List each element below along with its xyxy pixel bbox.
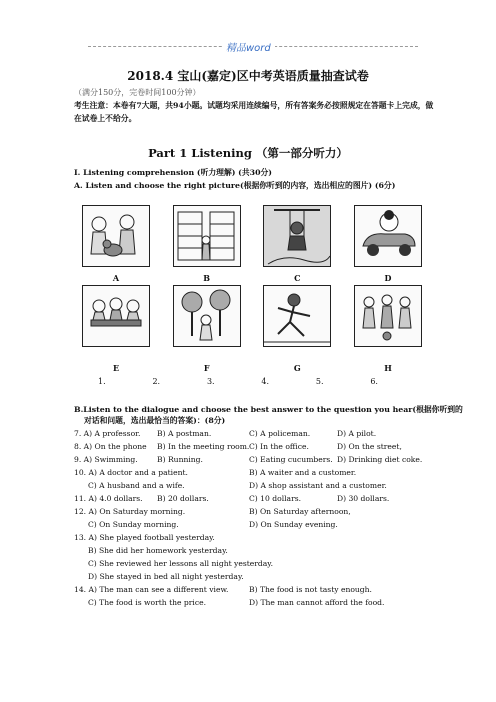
q9-option-d: D) Drinking diet coke. [337,455,423,464]
q14-option-a: 14. A) The man can see a different view. [74,585,229,594]
picture-g-running [263,285,331,347]
q7-option-c: C) A policeman. [249,429,311,438]
q7-option-a: 7. A) A professor. [74,429,141,438]
q14-option-b: B) The food is not tasty enough. [249,585,372,594]
q10-option-c: C) A husband and a wife. [88,481,185,490]
picture-row-1 [82,205,422,267]
answer-number-6: 6. [370,377,378,386]
q11-option-d: D) 30 dollars. [337,494,390,503]
q10-option-a: 10. A) A doctor and a patient. [74,468,188,477]
answer-number-3: 3. [206,377,215,386]
q14-option-c: C) The food is worth the price. [88,598,207,607]
q12-option-b: B) On Saturday afternoon, [249,507,351,516]
q8-option-b: B) In the meeting room. [157,442,250,451]
picture-h-group-of-people [354,285,422,347]
picture-row-2 [82,285,422,347]
q11-option-c: C) 10 dollars. [249,494,302,503]
q10-option-b: B) A waiter and a customer. [249,468,357,477]
picture-label-e: E [112,363,120,373]
picture-label-c: C [294,273,301,283]
q12-option-a: 12. A) On Saturday morning. [74,507,186,516]
answer-number-2: 2. [152,377,161,386]
answer-numbers [98,377,378,386]
q12-option-d: D) On Sunday evening. [249,520,338,529]
q7-option-d: D) A pilot. [337,429,377,438]
q9-option-b: B) Running. [157,455,203,464]
q10-option-d: D) A shop assistant and a customer. [249,481,387,490]
picture-d-girl-in-car [354,205,422,267]
page-title: 2018.4 宝山(嘉定)区中考英语质量抽查试卷 [127,69,369,83]
q8-option-d: D) On the street, [337,442,402,451]
picture-e-family-at-table [82,285,150,347]
q7-option-b: B) A postman. [157,429,212,438]
q9-option-a: 9. A) Swimming. [74,455,138,464]
picture-b-shop-shelves [173,205,241,267]
picture-a-children-with-dog [82,205,150,267]
answer-number-1: 1. [98,377,106,386]
q11-option-a: 11. A) 4.0 dollars. [74,494,143,503]
picture-f-tree-planting [173,285,241,347]
picture-labels-row-1 [82,273,422,283]
picture-labels-row-2 [82,363,422,373]
picture-label-b: B [203,273,211,283]
q13-option-d: D) She stayed in bed all night yesterday. [88,572,244,581]
section-b-heading: B.Listen to the dialogue and choose the best answer to the question you hear(根据你听到的 [74,405,463,414]
picture-c-swing [263,205,331,267]
header-brand: 精品word [222,39,275,54]
picture-label-d: D [384,273,392,283]
q13-option-a: 13. A) She played football yesterday. [74,533,215,542]
q11-option-b: B) 20 dollars. [157,494,209,503]
section-b-heading-cont: 对话和问题，选出最恰当的答案)：(8分) [84,416,226,425]
q13-option-b: B) She did her homework yesterday. [88,546,228,555]
part-heading: Part 1 Listening （第一部分听力） [148,146,348,160]
section-i-heading: I. Listening comprehension (听力理解) (共30分) [74,168,272,177]
picture-label-f: F [203,363,210,373]
answer-number-4: 4. [261,377,270,386]
exam-notice: 考生注意：本卷有7大题，共94小题。试题均采用连续编号，所有答案务必按照规定在答题卡上完成，做在试卷上不给分。 [74,101,434,123]
q13-option-c: C) She reviewed her lessons all night yesterday. [88,559,273,568]
q8-option-c: C) In the office. [249,442,309,451]
score-note: （满分150分，完卷时间100分钟） [74,88,201,97]
q12-option-c: C) On Sunday morning. [88,520,179,529]
picture-label-g: G [293,363,301,373]
q14-option-d: D) The man cannot afford the food. [249,598,385,607]
picture-label-h: H [384,363,392,373]
picture-label-a: A [112,273,120,283]
section-a-heading: A. Listen and choose the right picture(根据你听到的内容，选出相应的图片) (6分) [74,181,396,190]
answer-number-5: 5. [315,377,324,386]
q9-option-c: C) Eating cucumbers. [249,455,333,464]
q8-option-a: 8. A) On the phone [74,442,147,451]
